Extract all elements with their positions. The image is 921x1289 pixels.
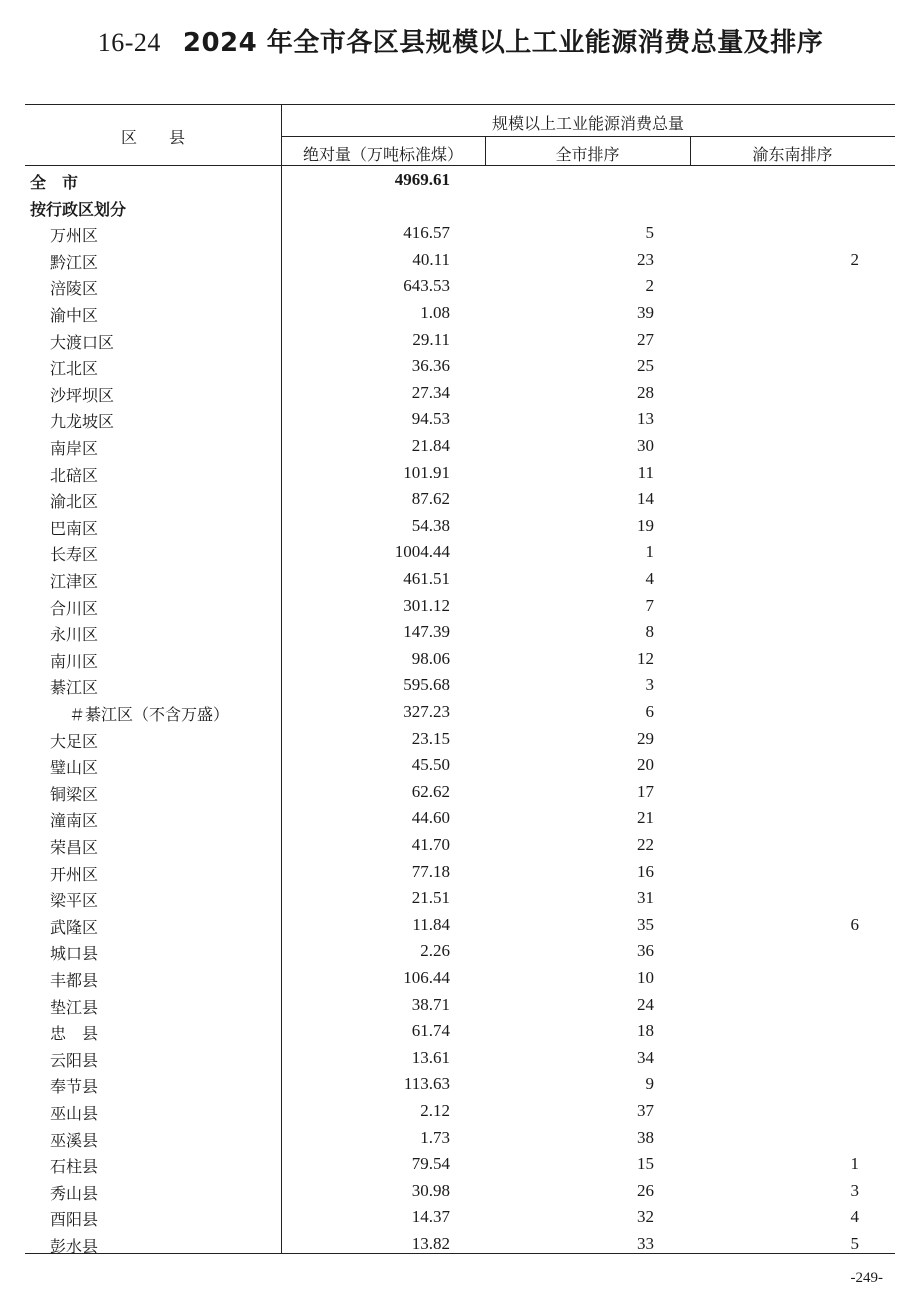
table-row xyxy=(25,993,895,1020)
table-row xyxy=(25,195,895,222)
table-row xyxy=(25,753,895,780)
absolute-value: 61.74 xyxy=(411,1021,450,1041)
district-name: 渝中区 xyxy=(50,306,99,325)
city-rank: 2 xyxy=(645,276,654,296)
absolute-value: 4969.61 xyxy=(394,170,450,189)
table-row xyxy=(25,487,895,514)
header-absolute: 绝对量（万吨标准煤） xyxy=(302,145,463,164)
table-row xyxy=(25,1126,895,1153)
table-row xyxy=(25,1099,895,1126)
city-rank: 3 xyxy=(645,675,654,695)
absolute-value: 106.44 xyxy=(403,968,450,987)
district-name: 铜梁区 xyxy=(50,784,99,804)
absolute-value: 2.26 xyxy=(420,941,450,961)
table-title-text: 2024 年全市各区县规模以上工业能源消费总量及排序 xyxy=(182,28,824,58)
city-rank: 38 xyxy=(637,1127,654,1147)
city-rank: 13 xyxy=(637,409,654,429)
absolute-value: 327.23 xyxy=(403,702,450,721)
table-row xyxy=(25,434,895,461)
district-name: 垫江县 xyxy=(50,997,99,1017)
district-name: 按行政区划分 xyxy=(30,199,127,219)
header-southeast-rank: 渝东南排序 xyxy=(752,145,833,164)
city-rank: 15 xyxy=(637,1154,654,1174)
city-rank: 18 xyxy=(637,1021,654,1041)
table-row xyxy=(25,647,895,674)
district-name: 梁平区 xyxy=(50,891,99,911)
district-name: 黔江区 xyxy=(50,252,99,272)
city-rank: 34 xyxy=(637,1047,654,1067)
district-name: 酉阳县 xyxy=(50,1210,99,1230)
district-name: 南岸区 xyxy=(50,439,99,458)
district-name: 綦江区 xyxy=(50,678,99,698)
district-name: 开州区 xyxy=(50,864,99,884)
city-rank: 19 xyxy=(637,515,654,535)
southeast-rank: 5 xyxy=(850,1234,859,1253)
table-row xyxy=(25,168,895,195)
district-name: 北碚区 xyxy=(50,465,99,485)
city-rank: 24 xyxy=(637,994,654,1014)
city-rank: 31 xyxy=(637,888,654,908)
city-rank: 28 xyxy=(637,382,654,402)
city-rank: 14 xyxy=(637,489,654,509)
district-name: 江北区 xyxy=(50,359,99,379)
absolute-value: 416.57 xyxy=(403,223,450,243)
city-rank: 35 xyxy=(637,914,654,934)
district-name: 忠 县 xyxy=(50,1024,99,1044)
absolute-value: 36.36 xyxy=(411,356,450,376)
absolute-value: 643.53 xyxy=(403,276,450,296)
city-rank: 5 xyxy=(645,223,654,243)
absolute-value: 77.18 xyxy=(411,861,450,881)
city-rank: 26 xyxy=(637,1180,654,1200)
absolute-value: 11.84 xyxy=(412,914,450,934)
table-row xyxy=(25,620,895,647)
header-city-rank: 全市排序 xyxy=(555,145,620,164)
district-name: 秀山县 xyxy=(50,1183,99,1203)
district-name: 丰都县 xyxy=(50,971,99,990)
city-rank: 6 xyxy=(645,702,654,721)
city-rank: 30 xyxy=(637,436,654,455)
city-rank: 7 xyxy=(645,595,654,615)
table-row xyxy=(25,1179,895,1206)
table-row xyxy=(25,966,895,993)
absolute-value: 14.37 xyxy=(411,1207,450,1227)
absolute-value: 44.60 xyxy=(411,808,450,828)
city-rank: 29 xyxy=(637,728,654,748)
district-name: 巫溪县 xyxy=(50,1130,99,1150)
header-district: 区 县 xyxy=(120,128,185,147)
table-row xyxy=(25,221,895,248)
absolute-value: 41.70 xyxy=(411,835,450,854)
city-rank: 9 xyxy=(645,1074,654,1094)
city-rank: 33 xyxy=(637,1234,654,1253)
absolute-value: 113.63 xyxy=(403,1074,450,1094)
city-rank: 27 xyxy=(637,329,654,349)
district-name: 南川区 xyxy=(50,651,99,671)
city-rank: 37 xyxy=(637,1101,654,1120)
southeast-rank: 3 xyxy=(850,1180,859,1200)
district-name: 武隆区 xyxy=(50,917,99,937)
absolute-value: 461.51 xyxy=(403,569,450,588)
absolute-value: 147.39 xyxy=(403,622,450,642)
district-name: 荣昌区 xyxy=(50,838,99,857)
table-row xyxy=(25,514,895,541)
district-name: 合川区 xyxy=(50,598,99,618)
district-name: 沙坪坝区 xyxy=(50,385,115,405)
table-row xyxy=(25,1205,895,1232)
table-row xyxy=(25,461,895,488)
city-rank: 8 xyxy=(645,622,654,642)
city-rank: 16 xyxy=(637,861,654,881)
district-name: 奉节县 xyxy=(50,1077,99,1097)
city-rank: 36 xyxy=(637,941,654,961)
city-rank: 10 xyxy=(637,968,654,987)
table-row xyxy=(25,913,895,940)
absolute-value: 1.73 xyxy=(420,1127,450,1147)
district-name: 涪陵区 xyxy=(50,279,99,299)
district-name: 石柱县 xyxy=(50,1157,99,1177)
absolute-value: 21.84 xyxy=(411,436,450,455)
table-row xyxy=(25,1152,895,1179)
table-row xyxy=(25,860,895,887)
district-name: 巫山县 xyxy=(50,1104,99,1123)
table-row xyxy=(25,673,895,700)
city-rank: 1 xyxy=(645,542,654,562)
table-row xyxy=(25,727,895,754)
absolute-value: 2.12 xyxy=(420,1101,450,1120)
table-row xyxy=(25,354,895,381)
absolute-value: 13.61 xyxy=(411,1047,450,1067)
district-name: ＃綦江区（不含万盛） xyxy=(69,705,230,724)
absolute-value: 301.12 xyxy=(403,595,450,615)
district-name: 城口县 xyxy=(50,944,99,964)
district-name: 九龙坡区 xyxy=(50,412,115,432)
table-row xyxy=(25,1232,895,1259)
absolute-value: 40.11 xyxy=(412,249,450,269)
absolute-value: 595.68 xyxy=(403,675,450,695)
absolute-value: 27.34 xyxy=(411,382,450,402)
table-row xyxy=(25,1072,895,1099)
city-rank: 23 xyxy=(637,249,654,269)
district-name: 巴南区 xyxy=(50,518,99,538)
header-group-rule xyxy=(281,136,895,137)
table-number: 16-24 xyxy=(97,28,161,57)
table-row xyxy=(25,780,895,807)
table-row xyxy=(25,248,895,275)
district-name: 渝北区 xyxy=(50,492,99,512)
table-row xyxy=(25,274,895,301)
city-rank: 17 xyxy=(637,781,654,801)
district-name: 璧山区 xyxy=(50,758,99,778)
table-row xyxy=(25,540,895,567)
district-name: 潼南区 xyxy=(50,811,99,831)
district-name: 云阳县 xyxy=(50,1050,99,1070)
header-group: 规模以上工业能源消费总量 xyxy=(491,114,684,133)
table-row xyxy=(25,1046,895,1073)
absolute-value: 29.11 xyxy=(412,329,450,349)
absolute-value: 23.15 xyxy=(411,728,450,748)
table-row xyxy=(25,381,895,408)
table-row xyxy=(25,301,895,328)
table-row xyxy=(25,833,895,860)
table-row xyxy=(25,700,895,727)
district-name: 彭水县 xyxy=(50,1237,99,1256)
district-name: 全 市 xyxy=(30,173,79,192)
table-row xyxy=(25,806,895,833)
city-rank: 4 xyxy=(645,569,654,588)
district-name: 大足区 xyxy=(50,731,99,751)
absolute-value: 62.62 xyxy=(411,781,450,801)
absolute-value: 13.82 xyxy=(411,1234,450,1253)
absolute-value: 54.38 xyxy=(411,515,450,535)
header-bottom-rule xyxy=(25,165,895,166)
district-name: 长寿区 xyxy=(50,545,99,565)
table-row xyxy=(25,567,895,594)
table-top-rule xyxy=(25,104,895,105)
southeast-rank: 4 xyxy=(850,1207,859,1227)
district-name: 大渡口区 xyxy=(50,332,115,352)
table-row xyxy=(25,328,895,355)
absolute-value: 30.98 xyxy=(411,1180,450,1200)
city-rank: 39 xyxy=(637,303,654,322)
city-rank: 21 xyxy=(637,808,654,828)
city-rank: 25 xyxy=(637,356,654,376)
district-name: 永川区 xyxy=(50,625,99,645)
absolute-value: 38.71 xyxy=(411,994,450,1014)
southeast-rank: 2 xyxy=(850,249,859,269)
city-rank: 11 xyxy=(637,462,654,482)
city-rank: 20 xyxy=(637,755,654,775)
absolute-value: 45.50 xyxy=(411,755,450,775)
absolute-value: 79.54 xyxy=(411,1154,450,1174)
southeast-rank: 1 xyxy=(850,1154,859,1174)
absolute-value: 1004.44 xyxy=(394,542,450,562)
table-row xyxy=(25,594,895,621)
absolute-value: 98.06 xyxy=(411,648,450,668)
table-row xyxy=(25,407,895,434)
page-title xyxy=(0,22,921,59)
absolute-value: 1.08 xyxy=(420,303,450,322)
table-row xyxy=(25,1019,895,1046)
southeast-rank: 6 xyxy=(850,914,859,934)
table-row xyxy=(25,886,895,913)
district-name: 万州区 xyxy=(50,226,99,246)
district-name: 江津区 xyxy=(50,572,99,591)
city-rank: 12 xyxy=(637,648,654,668)
page-number: -249- xyxy=(850,1270,883,1286)
absolute-value: 87.62 xyxy=(411,489,450,509)
city-rank: 22 xyxy=(637,835,654,854)
city-rank: 32 xyxy=(637,1207,654,1227)
absolute-value: 21.51 xyxy=(411,888,450,908)
table-row xyxy=(25,939,895,966)
absolute-value: 94.53 xyxy=(411,409,450,429)
absolute-value: 101.91 xyxy=(403,462,450,482)
